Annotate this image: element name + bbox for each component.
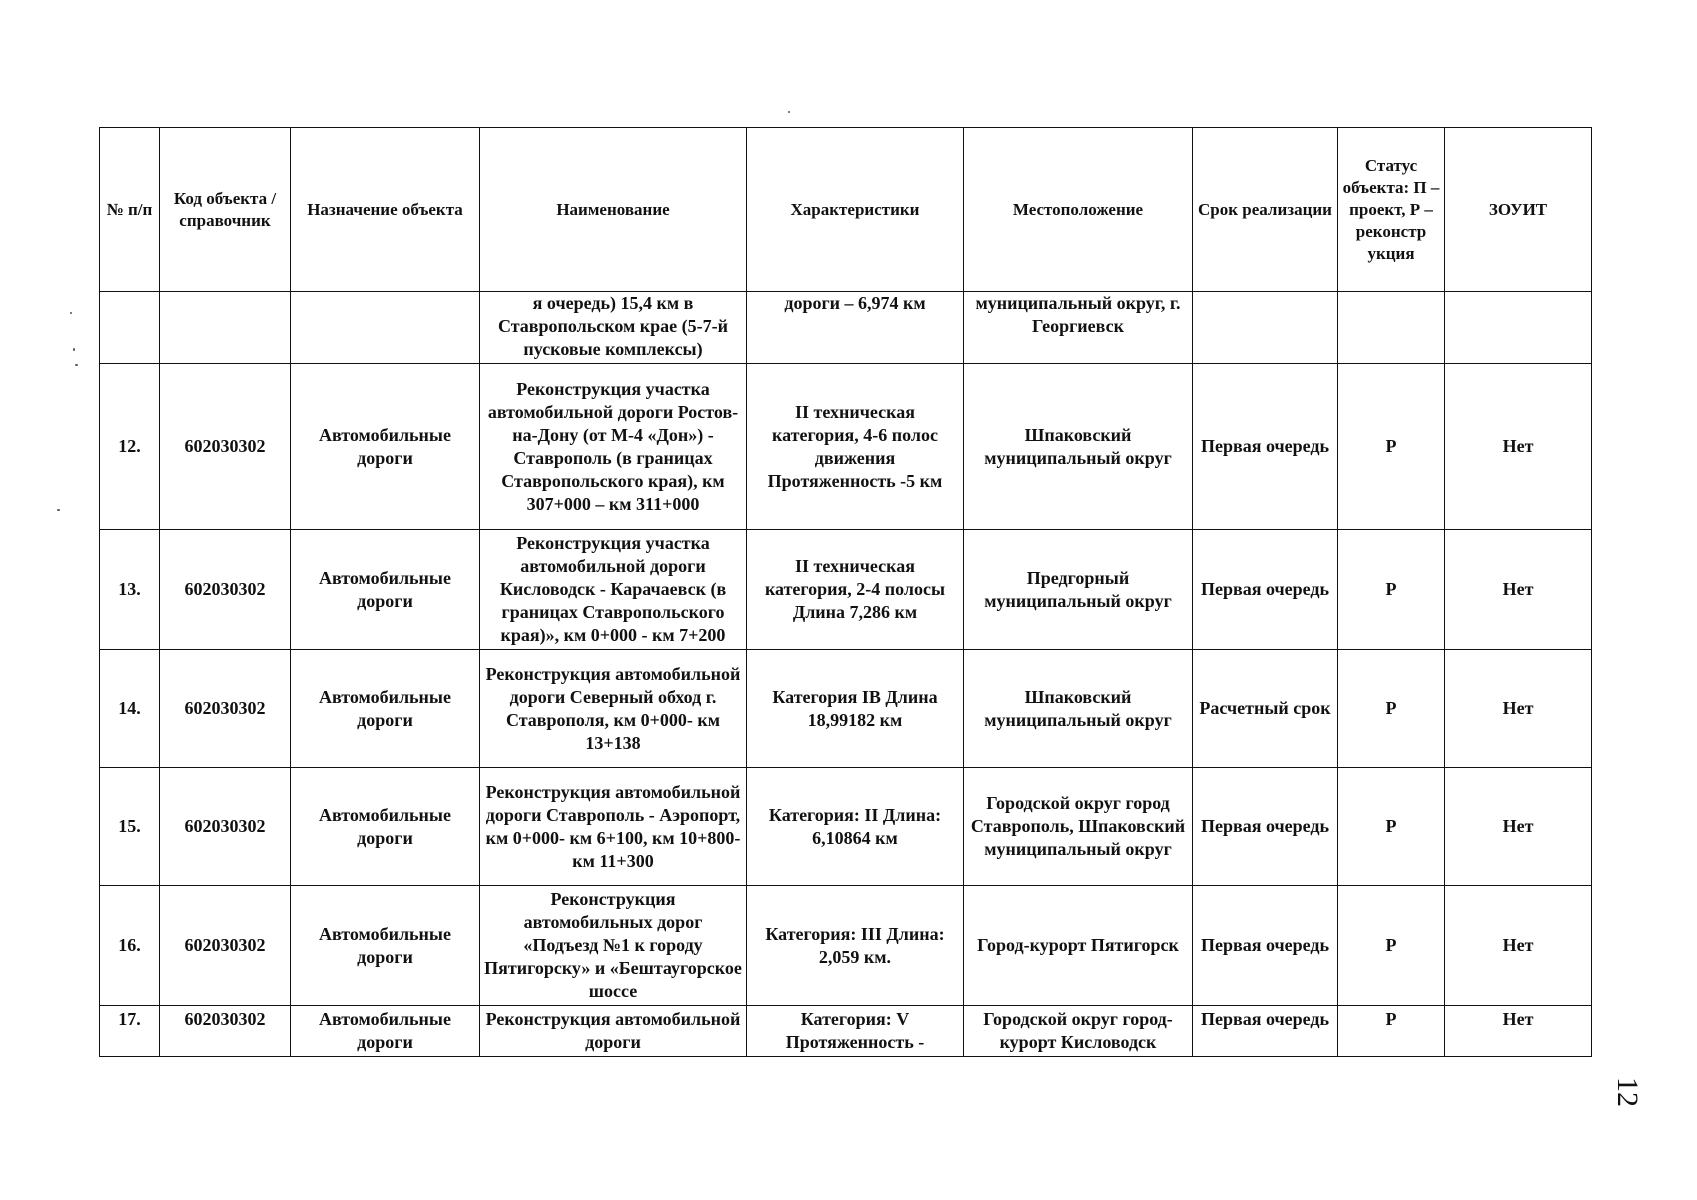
cell-term: Первая очередь bbox=[1193, 364, 1338, 530]
cell-specs: Категория: II Длина: 6,10864 км bbox=[747, 768, 964, 886]
cell-location: Городской округ город-курорт Кисловодск bbox=[964, 1006, 1193, 1057]
cell-term: Первая очередь bbox=[1193, 1006, 1338, 1057]
cell-num: 16. bbox=[100, 886, 160, 1006]
header-num: № п/п bbox=[100, 128, 160, 292]
cell-name: Реконструкция участка автомобильной дороги Ростов-на-Дону (от М-4 «Дон») - Ставрополь (в границах Ставропольского края), км 307+000 – км 311+000 bbox=[480, 364, 747, 530]
cell-location: Городской округ город Ставрополь, Шпаковский муниципальный округ bbox=[964, 768, 1193, 886]
header-location: Местоположение bbox=[964, 128, 1193, 292]
cell-purpose: Автомобильные дороги bbox=[291, 364, 480, 530]
cell-specs: Категория: III Длина: 2,059 км. bbox=[747, 886, 964, 1006]
cell-code: 602030302 bbox=[160, 1006, 291, 1057]
table-row bbox=[100, 530, 1592, 650]
cell-term: Первая очередь bbox=[1193, 530, 1338, 650]
cell-specs: Категория: V Протяженность - bbox=[747, 1006, 964, 1057]
cell-code: 602030302 bbox=[160, 364, 291, 530]
cell-location: Предгорный муниципальный округ bbox=[964, 530, 1193, 650]
header-zouit: ЗОУИТ bbox=[1445, 128, 1592, 292]
cell-status: Р bbox=[1338, 1006, 1445, 1057]
cell-purpose: Автомобильные дороги bbox=[291, 1006, 480, 1057]
cell-zouit: Нет bbox=[1445, 768, 1592, 886]
cell-specs: дороги – 6,974 км bbox=[747, 292, 964, 364]
cell-status: Р bbox=[1338, 364, 1445, 530]
cell-name: Реконструкция автомобильной дороги Северный обход г. Ставрополя, км 0+000- км 13+138 bbox=[480, 650, 747, 768]
cell-num: 13. bbox=[100, 530, 160, 650]
cell-purpose bbox=[291, 292, 480, 364]
cell-name: Реконструкция автомобильной дороги bbox=[480, 1006, 747, 1057]
cell-location: муниципальный округ, г. Георгиевск bbox=[964, 292, 1193, 364]
header-status: Статус объекта: П – проект, Р – реконстр укция bbox=[1338, 128, 1445, 292]
cell-purpose: Автомобильные дороги bbox=[291, 768, 480, 886]
scan-speck bbox=[75, 364, 78, 366]
cell-status: Р bbox=[1338, 650, 1445, 768]
cell-code bbox=[160, 292, 291, 364]
cell-term: Первая очередь bbox=[1193, 886, 1338, 1006]
table-row bbox=[100, 650, 1592, 768]
cell-code: 602030302 bbox=[160, 886, 291, 1006]
cell-num: 14. bbox=[100, 650, 160, 768]
page-number: 12 bbox=[1611, 1077, 1644, 1107]
cell-code: 602030302 bbox=[160, 530, 291, 650]
cell-term: Первая очередь bbox=[1193, 768, 1338, 886]
scan-speck bbox=[73, 348, 75, 351]
cell-purpose: Автомобильные дороги bbox=[291, 530, 480, 650]
cell-zouit bbox=[1445, 292, 1592, 364]
cell-name: я очередь) 15,4 км в Ставропольском крае (5-7-й пусковые комплексы) bbox=[480, 292, 747, 364]
table-row bbox=[100, 364, 1592, 530]
cell-zouit: Нет bbox=[1445, 364, 1592, 530]
cell-num: 17. bbox=[100, 1006, 160, 1057]
cell-purpose: Автомобильные дороги bbox=[291, 886, 480, 1006]
cell-specs: Категория IB Длина 18,99182 км bbox=[747, 650, 964, 768]
objects-table bbox=[99, 127, 1592, 1057]
cell-zouit: Нет bbox=[1445, 886, 1592, 1006]
cell-code: 602030302 bbox=[160, 650, 291, 768]
cell-num: 15. bbox=[100, 768, 160, 886]
table-row bbox=[100, 768, 1592, 886]
cell-location: Шпаковский муниципальный округ bbox=[964, 650, 1193, 768]
cell-location: Шпаковский муниципальный округ bbox=[964, 364, 1193, 530]
cell-location: Город-курорт Пятигорск bbox=[964, 886, 1193, 1006]
cell-status: Р bbox=[1338, 886, 1445, 1006]
cell-status bbox=[1338, 292, 1445, 364]
cell-term bbox=[1193, 292, 1338, 364]
scan-speck bbox=[788, 111, 790, 113]
header-term: Срок реализации bbox=[1193, 128, 1338, 292]
cell-name: Реконструкция участка автомобильной дороги Кисловодск - Карачаевск (в границах Ставропольского края)», км 0+000 - км 7+200 bbox=[480, 530, 747, 650]
cell-zouit: Нет bbox=[1445, 1006, 1592, 1057]
cell-purpose: Автомобильные дороги bbox=[291, 650, 480, 768]
cell-specs: II техническая категория, 2-4 полосы Длина 7,286 км bbox=[747, 530, 964, 650]
table-row bbox=[100, 1006, 1592, 1057]
header-code: Код объекта / справочник bbox=[160, 128, 291, 292]
cell-code: 602030302 bbox=[160, 768, 291, 886]
cell-zouit: Нет bbox=[1445, 650, 1592, 768]
cell-num: 12. bbox=[100, 364, 160, 530]
scan-speck bbox=[57, 509, 60, 511]
table-row bbox=[100, 886, 1592, 1006]
cell-name: Реконструкция автомобильных дорог «Подъезд №1 к городу Пятигорску» и «Бештаугорское шоссе bbox=[480, 886, 747, 1006]
header-purpose: Назначение объекта bbox=[291, 128, 480, 292]
table-row-continuation bbox=[100, 292, 1592, 364]
cell-status: Р bbox=[1338, 768, 1445, 886]
header-name: Наименование bbox=[480, 128, 747, 292]
cell-name: Реконструкция автомобильной дороги Ставрополь - Аэропорт, км 0+000- км 6+100, км 10+800- км 11+300 bbox=[480, 768, 747, 886]
cell-zouit: Нет bbox=[1445, 530, 1592, 650]
cell-term: Расчетный срок bbox=[1193, 650, 1338, 768]
cell-num bbox=[100, 292, 160, 364]
cell-specs: II техническая категория, 4-6 полос движения Протяженность -5 км bbox=[747, 364, 964, 530]
table-header-row bbox=[100, 128, 1592, 292]
scan-speck bbox=[70, 312, 72, 314]
cell-status: Р bbox=[1338, 530, 1445, 650]
header-specs: Характеристики bbox=[747, 128, 964, 292]
